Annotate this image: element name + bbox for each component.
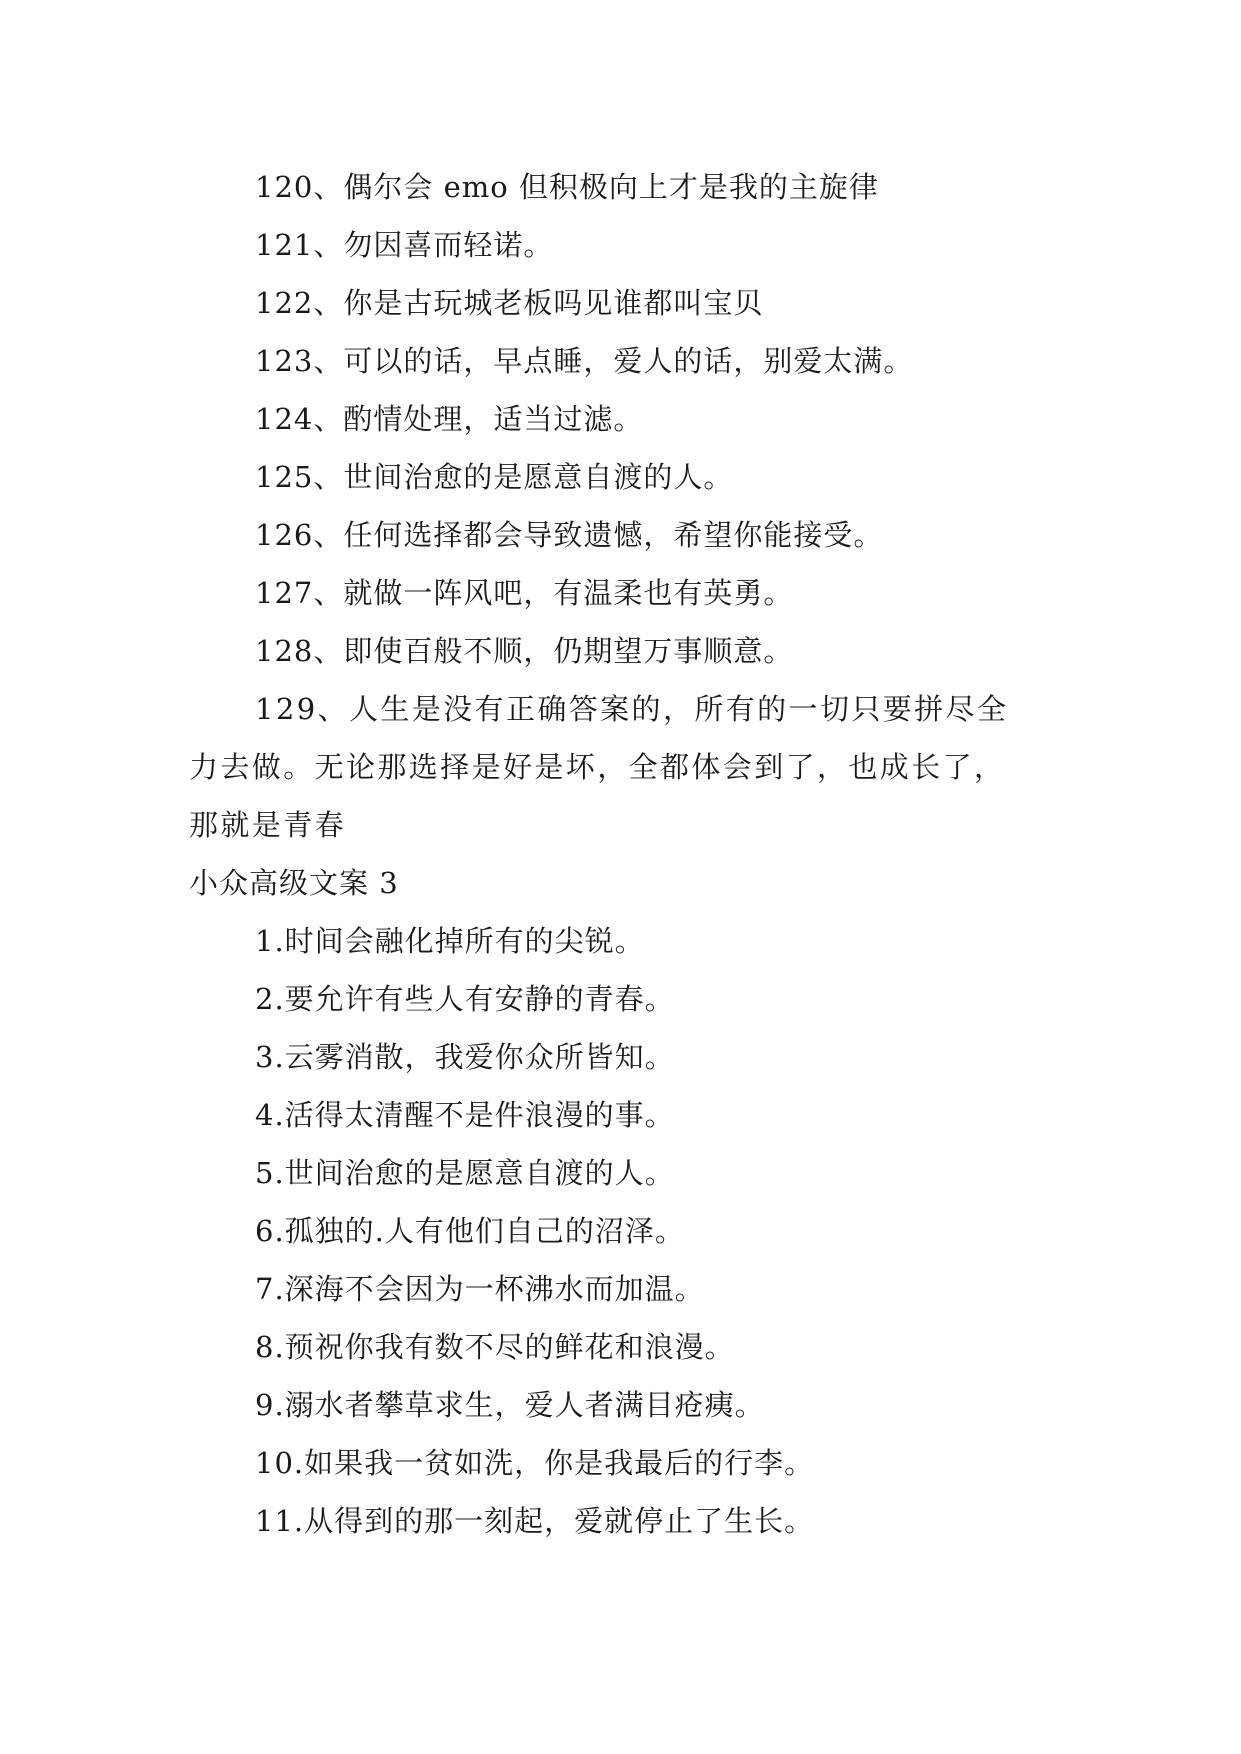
list-item: 1.时间会融化掉所有的尖锐。: [255, 924, 645, 958]
paragraph-line: 129、人生是没有正确答案的，所有的一切只要拼尽全: [255, 692, 1009, 726]
list-item: 6.孤独的.人有他们自己的沼泽。: [255, 1214, 685, 1248]
list-item: 128、即使百般不顺，仍期望万事顺意。: [255, 634, 794, 668]
list-item: 127、就做一阵风吧，有温柔也有英勇。: [255, 576, 794, 610]
section-heading: 小众高级文案 3: [189, 866, 399, 900]
list-item: 121、勿因喜而轻诺。: [255, 228, 554, 262]
list-item: 7.深海不会因为一杯沸水而加温。: [255, 1272, 705, 1306]
list-item: 124、酌情处理，适当过滤。: [255, 402, 644, 436]
list-item: 3.云雾消散，我爱你众所皆知。: [255, 1040, 675, 1074]
list-item: 9.溺水者攀草求生，爱人者满目疮痍。: [255, 1388, 765, 1422]
list-item: 122、你是古玩城老板吗见谁都叫宝贝: [255, 286, 764, 320]
list-item: 123、可以的话，早点睡，爱人的话，别爱太满。: [255, 344, 914, 378]
document-body: [189, 158, 1069, 1550]
list-item: 4.活得太清醒不是件浪漫的事。: [255, 1098, 675, 1132]
paragraph-line: 力去做。无论那选择是好是坏，全都体会到了，也成长了，: [189, 750, 1006, 784]
paragraph-line: 那就是青春: [189, 808, 347, 842]
list-item: 2.要允许有些人有安静的青春。: [255, 982, 675, 1016]
list-item-129: [189, 680, 1069, 854]
list-item: 5.世间治愈的是愿意自渡的人。: [255, 1156, 675, 1190]
list-item: 126、任何选择都会导致遗憾，希望你能接受。: [255, 518, 884, 552]
list-item: 10.如果我一贫如洗，你是我最后的行李。: [255, 1446, 815, 1480]
list-item: 11.从得到的那一刻起，爱就停止了生长。: [255, 1504, 815, 1538]
list-item: 120、偶尔会 emo 但积极向上才是我的主旋律: [255, 170, 879, 204]
list-item: 8.预祝你我有数不尽的鲜花和浪漫。: [255, 1330, 735, 1364]
list-item: 125、世间治愈的是愿意自渡的人。: [255, 460, 734, 494]
